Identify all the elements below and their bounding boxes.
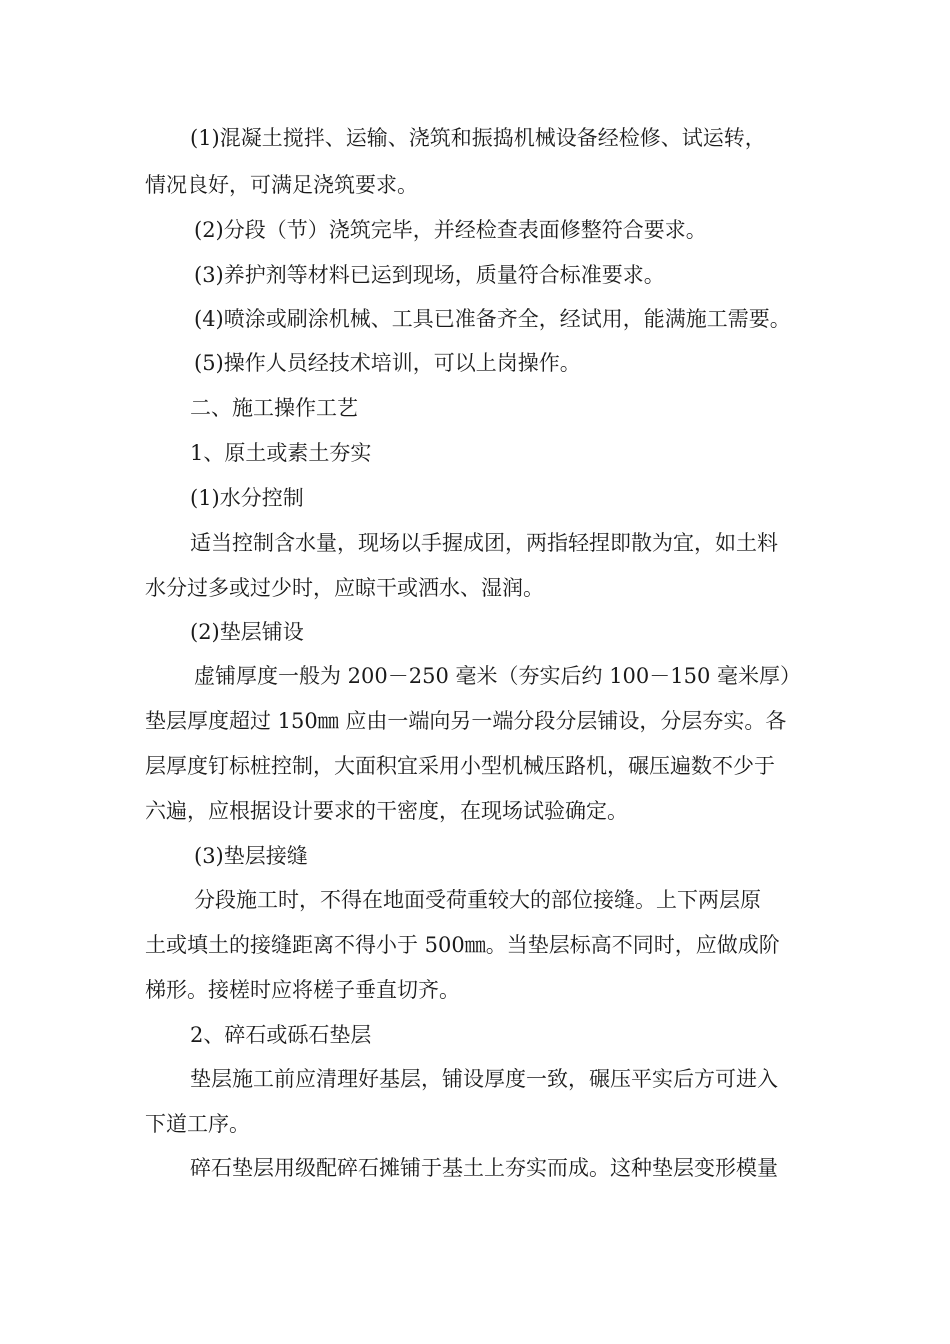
text-line: 梯形。接槎时应将槎子垂直切齐。 [145, 978, 460, 1002]
text-line: 适当控制含水量，现场以手握成团，两指轻捏即散为宜，如土料 [190, 531, 778, 555]
text-line: 虚铺厚度一般为 200－250 毫米（夯实后约 100－150 毫米厚） [194, 664, 802, 688]
text-line: (1)混凝土搅拌、运输、浇筑和振捣机械设备经检修、试运转， [190, 126, 766, 150]
text-line: (2)分段（节）浇筑完毕，并经检查表面修整符合要求。 [194, 218, 707, 242]
text-line: 情况良好，可满足浇筑要求。 [145, 173, 418, 197]
text-line: 土或填土的接缝距离不得小于 500㎜。当垫层标高不同时，应做成阶 [145, 933, 780, 957]
text-line: 垫层厚度超过 150㎜ 应由一端向另一端分段分层铺设，分层夯实。各 [145, 709, 787, 733]
text-line: 垫层施工前应清理好基层，铺设厚度一致，碾压平实后方可进入 [190, 1067, 778, 1091]
text-line: 碎石垫层用级配碎石摊铺于基土上夯实而成。这种垫层变形模量 [190, 1156, 778, 1180]
text-line: (3)养护剂等材料已运到现场，质量符合标准要求。 [194, 263, 665, 287]
subsection-heading: 1、原土或素土夯实 [190, 441, 372, 465]
text-line: 层厚度钉标桩控制，大面积宜采用小型机械压路机，碾压遍数不少于 [145, 754, 775, 778]
text-line: 六遍，应根据设计要求的干密度，在现场试验确定。 [145, 799, 628, 823]
section-heading: 二、施工操作工艺 [190, 396, 358, 420]
item-heading: (3)垫层接缝 [194, 844, 308, 868]
item-heading: (2)垫层铺设 [190, 620, 304, 644]
text-line: 水分过多或过少时，应晾干或洒水、湿润。 [145, 576, 544, 600]
text-line: 分段施工时，不得在地面受荷重较大的部位接缝。上下两层原 [194, 888, 761, 912]
text-line: 下道工序。 [145, 1112, 250, 1136]
text-line: (5)操作人员经技术培训，可以上岗操作。 [194, 351, 581, 375]
text-line: (4)喷涂或刷涂机械、工具已准备齐全，经试用，能满施工需要。 [194, 307, 791, 331]
subsection-heading: 2、碎石或砾石垫层 [190, 1023, 372, 1047]
item-heading: (1)水分控制 [190, 486, 304, 510]
